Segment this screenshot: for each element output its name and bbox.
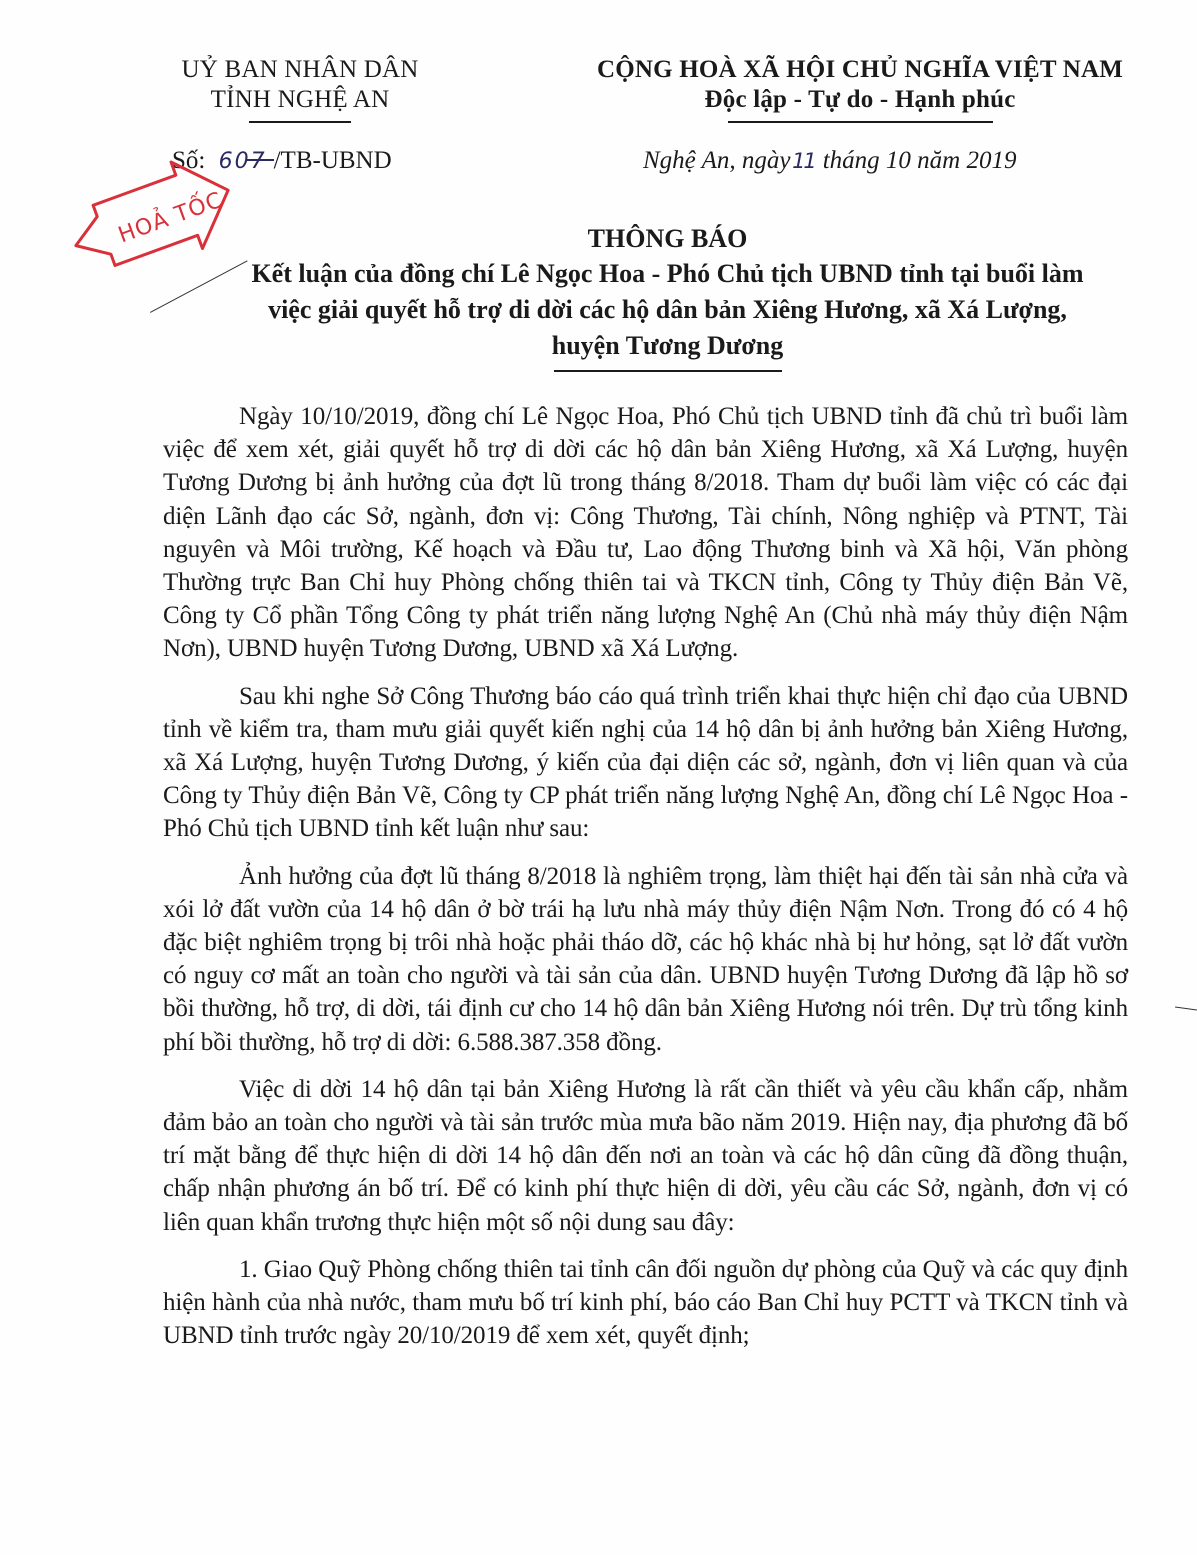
place-date (643, 146, 1016, 176)
country-name: CỘNG HOÀ XÃ HỘI CHỦ NGHĨA VIỆT NAM (596, 56, 1124, 83)
place-date-suffix: tháng 10 năm 2019 (822, 147, 1017, 174)
paragraph-relocation-need: Việc di dời 14 hộ dân tại bản Xiêng Hương là rất cần thiết và yêu cầu khẩn cấp, nhằm đảm bảo an toàn cho người và tài sản trước mùa mưa bão năm 2019. Hiện nay, địa phương đã bố trí mặt bằng để thực hiện di dời 14 hộ dân đến nơi an toàn và các hộ dân cũng đã đồng thuận, chấp nhận phương án bố trí. Để có kinh phí thực hiện di dời, yêu cầu các Sở, ngành, đơn vị có liên quan khẩn trương thực hiện một số nội dung sau đây: (163, 1075, 1128, 1236)
issuer-block (150, 55, 450, 123)
national-motto: Độc lập - Tự do - Hạnh phúc (704, 86, 1016, 113)
paragraph-task-1: 1. Giao Quỹ Phòng chống thiên tai tỉnh cân đối nguồn dự phòng của Quỹ và các quy định hiện hành của nhà nước, tham mưu bố trí kinh phí, báo cáo Ban Chỉ huy PCTT và TKCN tỉnh và UBND tỉnh trước ngày 20/10/2019 để xem xét, quyết định; (163, 1255, 1128, 1350)
document-body (163, 400, 1128, 1366)
paragraph-flood-impact: Ảnh hưởng của đợt lũ tháng 8/2018 là nghiêm trọng, làm thiệt hại đến tài sản nhà cửa và xói lở đất vườn của 14 hộ dân ở bờ trái hạ lưu nhà máy thủy điện Nậm Nơn. Trong đó có 4 hộ đặc biệt nghiêm trọng bị trôi nhà hoặc phải tháo dỡ, các hộ khác nhà bị hư hỏng, sạt lở đất vườn có nguy cơ mất an toàn cho người và tài sản của dân. UBND huyện Tương Dương đã lập hồ sơ bồi thường, hỗ trợ, di dời, tái định cư cho 14 hộ dân bản Xiêng Hương nói trên. Dự trù tổng kinh phí bồi thường, hỗ trợ di dời: 6.588.387.358 đồng. (163, 862, 1128, 1056)
issuer-underline (249, 121, 351, 123)
motto-underline (728, 121, 993, 123)
subject-line-1: Kết luận của đồng chí Lê Ngọc Hoa - Phó Chủ tịch UBND tỉnh tại buổi làm (251, 259, 1084, 288)
issuer-name: UỶ BAN NHÂN DÂN (181, 56, 419, 83)
place-date-prefix: Nghệ An, ngày (643, 147, 791, 174)
paragraph-conclusion-intro: Sau khi nghe Sở Công Thương báo cáo quá trình triển khai thực hiện chỉ đạo của UBND tỉnh về kiểm tra, tham mưu giải quyết kiến nghị của 14 hộ dân bị ảnh hưởng bản Xiêng Hương, xã Xá Lượng, huyện Tương Dương, ý kiến của đại diện các sở, ngành, đơn vị liên quan và của Công ty Thủy điện Bản Vẽ, Công ty CP phát triển năng lượng Nghệ An, đồng chí Lê Ngọc Hoa - Phó Chủ tịch UBND tỉnh kết luận như sau: (163, 682, 1128, 843)
stamp-label: HOẢ TỐC (115, 187, 227, 249)
document-title (175, 222, 1160, 372)
margin-mark (1175, 1006, 1197, 1010)
subject-line-3: huyện Tương Dương (551, 331, 784, 360)
subject-underline (554, 370, 782, 372)
handwritten-day: 11 (792, 149, 815, 173)
handwritten-number: 607 (212, 147, 274, 177)
number-prefix: Số: (172, 147, 206, 174)
national-header (545, 55, 1175, 123)
paragraph-meeting-intro: Ngày 10/10/2019, đồng chí Lê Ngọc Hoa, Phó Chủ tịch UBND tỉnh đã chủ trì buổi làm việc để xem xét, giải quyết hỗ trợ di dời các hộ dân bản Xiêng Hương, xã Xá Lượng, huyện Tương Dương bị ảnh hưởng của đợt lũ trong tháng 8/2018. Tham dự buổi làm việc có các đại diện Lãnh đạo các Sở, ngành, đơn vị: Công Thương, Tài chính, Nông nghiệp và PTNT, Tài nguyên và Môi trường, Kế hoạch và Đầu tư, Lao động Thương binh và Xã hội, Văn phòng Thường trực Ban Chỉ huy Phòng chống thiên tai và TKCN tỉnh, Công ty Thủy điện Bản Vẽ, Công ty Cổ phần Tổng Công ty phát triển năng lượng Nghệ An (Chủ nhà máy thủy điện Nậm Nơn), UBND huyện Tương Dương, UBND xã Xá Lượng. (163, 403, 1128, 663)
document-type: THÔNG BÁO (587, 224, 748, 253)
issuer-province: TỈNH NGHỆ AN (210, 86, 390, 113)
number-suffix: /TB-UBND (273, 147, 392, 174)
subject-line-2: việc giải quyết hỗ trợ di dời các hộ dân bản Xiêng Hương, xã Xá Lượng, (268, 295, 1067, 324)
